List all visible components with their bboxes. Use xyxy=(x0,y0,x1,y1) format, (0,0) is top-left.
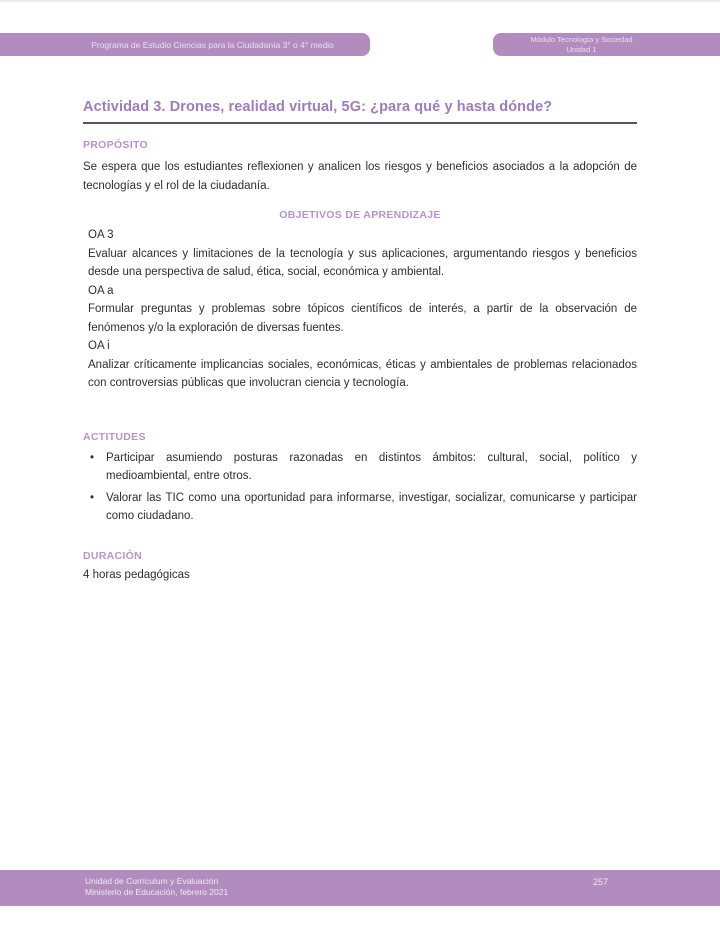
footer-line2: Ministerio de Educación, febrero 2021 xyxy=(85,887,229,897)
oa-item-label: OA 3 xyxy=(88,229,114,241)
program-badge-label: Programa de Estudio Ciencias para la Ciudadanía 3° o 4° medio xyxy=(91,39,334,50)
proposito-heading: PROPÓSITO xyxy=(83,139,148,151)
page-number: 257 xyxy=(593,877,609,887)
duracion-body: 4 horas pedagógicas xyxy=(83,568,190,581)
module-badge-line1: Módulo Tecnología y Sociedad xyxy=(530,34,633,44)
oa-item xyxy=(88,337,637,393)
oa-item-text: Formular preguntas y problemas sobre tópicos científicos de interés, a partir de la observación de fenómenos y/o la exploración de diversas fuentes. xyxy=(88,303,637,334)
footer-attribution xyxy=(85,876,228,898)
proposito-body: Se espera que los estudiantes reflexionen y analicen los riesgos y beneficios asociados a la adopción de tecnologías y el rol de la ciudadanía. xyxy=(83,161,637,192)
duracion-heading: DURACIÓN xyxy=(83,549,142,562)
oa-item xyxy=(88,282,637,338)
module-badge xyxy=(493,33,720,56)
actitudes-heading: ACTITUDES xyxy=(83,430,146,443)
module-badge-line2: Unidad 1 xyxy=(566,44,597,54)
footer-band xyxy=(0,870,720,906)
actitudes-list xyxy=(83,449,637,526)
page-content xyxy=(83,99,637,584)
title-rule xyxy=(83,122,637,124)
program-badge xyxy=(0,33,370,56)
actitud-item: • Participar asumiendo posturas razonadas en distintos ámbitos: cultural, social, político y medioambiental, entre otros. xyxy=(88,449,637,486)
oa-item-label: OA a xyxy=(88,284,114,297)
oa-item-text: Analizar críticamente implicancias sociales, económicas, éticas y ambientales de problemas relacionados con controversias públicas que involucran ciencia y tecnología. xyxy=(88,358,637,389)
oa-item-label: OA i xyxy=(88,340,110,352)
actitud-item: • Valorar las TIC como una oportunidad para informarse, investigar, socializar, comunicarse y participar como ciudadano. xyxy=(88,489,637,526)
oa-item-text: Evaluar alcances y limitaciones de la tecnología y sus aplicaciones, argumentando riesgos y beneficios desde una perspectiva de salud, ética, social, económica y ambiental. xyxy=(88,247,637,278)
objetivos-heading: OBJETIVOS DE APRENDIZAJE xyxy=(279,209,441,221)
activity-title: Actividad 3. Drones, realidad virtual, 5G: ¿para qué y hasta dónde? xyxy=(83,99,553,115)
oa-item xyxy=(88,226,637,282)
footer-line1: Unidad de Currículum y Evaluación xyxy=(85,876,219,886)
objetivos-list xyxy=(83,226,637,393)
